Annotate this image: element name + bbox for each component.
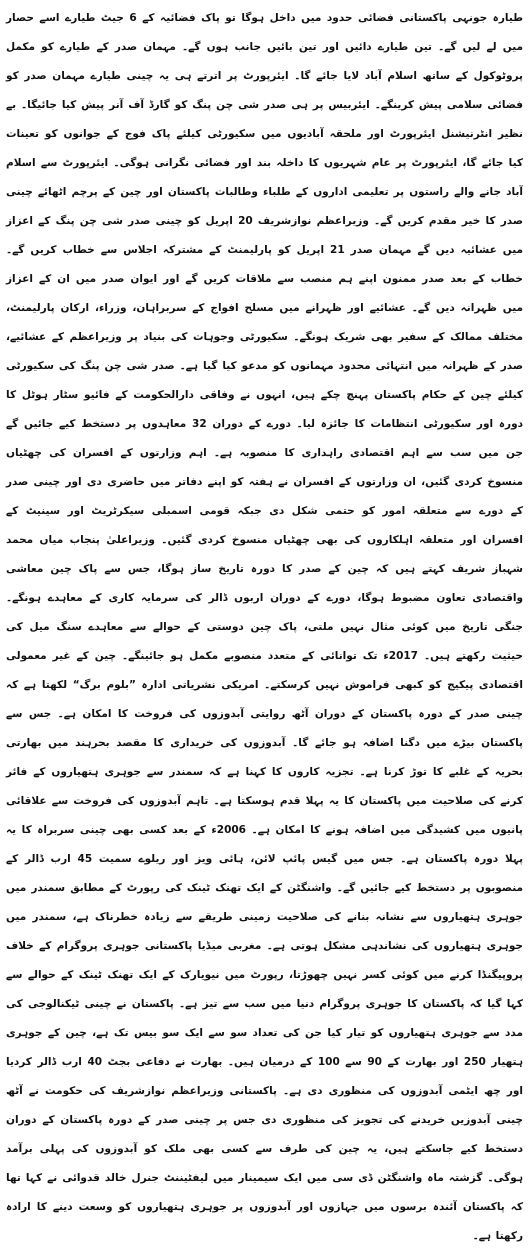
article-body-text: طیارہ جونہی پاکستانی فضائی حدود میں داخل ہوگا تو پاک فضائیہ کے 6 جیٹ طیارے اسے حصار میں لے لیں گے۔ تین طیارے دائیں اور تین بائیں جانب ہوں گے۔ مہمان صدر کے طیارے کو مکمل پروٹوکول کے ساتھ اسلام آباد لایا جائے گا۔ ایئرپورٹ پر اترتے ہی یہ چینی طیارے مہمان صدر کو فضائی سلامی پیش کرینگے۔ ایئربیس پر ہی صدر شی چن پنگ کو گارڈ آف آنر پیش کیا جائیگا۔ بے نظیر انٹرنیشنل ایئرپورٹ اور ملحقہ آبادیوں میں سکیورٹی کیلئے پاک فوج کے جوانوں کو تعینات کیا جائے گا، ایئرپورٹ پر عام شہریوں کا داخلہ بند اور فضائی نگرانی ہوگی۔ ایئرپورٹ سے اسلام آباد جانے والے راستوں پر تعلیمی اداروں کے طلباء وطالبات پاکستان اور چین کے پرچم اٹھائے چینی صدر کا خیر مقدم کریں گے۔ وزیراعظم نوازشریف 20 اپریل کو چینی صدر شی چن پنگ کے اعزاز میں عشائیہ دیں گے مہمان صدر 21 اپریل کو پارلیمنٹ کے مشترکہ اجلاس سے خطاب کریں گے۔ خطاب کے بعد صدر ممنون اپنے ہم منصب سے ملاقات کریں گے اور ایوان صدر میں ان کے اعزاز میں ظہرانہ دیں گے۔ عشائیے اور ظہرانے میں مسلح افواج کے سربراہان، وزراء، ارکان پارلیمنٹ، مختلف ممالک کے سفیر بھی شریک ہونگے۔ سکیورٹی وجوہات کی بنیاد پر وزیراعظم کے عشائیے، صدر کے ظہرانہ میں انتہائی محدود مہمانوں کو مدعو کیا گیا ہے۔ صدر شی چن پنگ کی سکیورٹی کیلئے چین کے حکام پاکستان پہنچ چکے ہیں، انہوں نے وفاقی دارالحکومت کے فائیو سٹار ہوٹل کا دورہ اور سکیورٹی انتظامات کا جائزہ لیا۔ دورے کے دوران 32 معاہدوں پر دستخط کیے جائیں گے جن میں سب سے اہم اقتصادی راہداری کا منصوبہ ہے۔ اہم وزارتوں کے افسران کی چھٹیاں منسوخ کردی گئیں، ان وزارتوں کے افسران نے ہفتہ کو اپنے دفاتر میں حاضری دی اور چینی صدر کے دورے سے متعلقہ امور کو حتمی شکل دی جبکہ قومی اسمبلی سیکرٹریٹ اور سینیٹ کے افسران اور متعلقہ اہلکاروں کی بھی چھٹیاں منسوخ کردی گئیں۔ وزیراعلیٰ پنجاب میاں محمد شہباز شریف کہتے ہیں کہ چین کے صدر کا دورہ تاریخ ساز ہوگا، جس سے پاک چین معاشی واقتصادی تعاون مضبوط ہوگا، دورے کے دوران اربوں ڈالر کی سرمایہ کاری کے معاہدے ہونگے۔ جنگی تاریخ میں کوئی مثال نہیں ملتی، پاک چین دوستی کے حوالے سے معاہدے سنگ میل کی حیثیت رکھتے ہیں۔ 2017ء تک توانائی کے متعدد منصوبے مکمل ہو جائینگے۔ چین کے غیر معمولی اقتصادی پیکیج کو کبھی فراموش نہیں کرسکتے۔ امریکی نشریاتی ادارہ ”بلوم برگ“ لکھتا ہے کہ چینی صدر کے دورہ پاکستان کے دوران آٹھ روایتی آبدوزوں کی فروخت کا امکان ہے۔ جس سے پاکستان بیڑے میں دگنا اضافہ ہو جائے گا۔ آبدوزوں کی خریداری کا مقصد بحرہند میں بھارتی بحریہ کے غلبے کا توڑ کرنا ہے۔ تجزیہ کاروں کا کہنا ہے کہ سمندر سے جوہری ہتھیاروں کے فائر کرنے کی صلاحیت میں پاکستان کا یہ پہلا قدم ہوسکتا ہے۔ تاہم آبدوزوں کی فروخت سے علاقائی پانیوں میں کشیدگی میں اضافہ ہونے کا امکان ہے۔ 2006ء کے بعد کسی بھی چینی سربراہ کا یہ پہلا دورہ پاکستان ہے۔ جس میں گیس پائپ لائن، ہائی ویز اور ریلوے سمیت 45 ارب ڈالر کے منصوبوں پر دستخط کیے جائیں گے۔ واشنگٹن کے ایک تھنک ٹینک کی رپورٹ کے مطابق سمندر میں جوہری ہتھیاروں سے نشانہ بنانے کی صلاحیت زمینی طریقے سے زیادہ خطرناک ہے، سمندر میں جوہری ہتھیاروں کی نشاندہی مشکل ہوتی ہے۔ مغربی میڈیا پاکستانی جوہری پروگرام کے خلاف پروپیگنڈا کرنے میں کوئی کسر نہیں چھوڑتا، رپورٹ میں نیویارک کے ایک تھنک ٹینک کے حوالے سے کہا گیا کہ پاکستان کا جوہری پروگرام دنیا میں سب سے تیز ہے۔ پاکستان نے چینی ٹیکنالوجی کی مدد سے جوہری ہتھیاروں کو تیار کیا جن کی تعداد سو سے ایک سو بیس تک ہے، چین کے جوہری ہتھیار 250 اور بھارت کے 90 سے 100 کے درمیان ہیں۔ بھارت نے دفاعی بجٹ 40 ارب ڈالر کردیا اور چھ ایٹمی آبدوزوں کی منظوری دی ہے۔ پاکستانی وزیراعظم نوازشریف کی حکومت نے آٹھ چینی آبدوزیں خریدنے کی تجویز کی منظوری دی جس پر چینی صدر کے دورہ پاکستان کے دوران دستخط کیے جاسکتے ہیں، یہ چین کی طرف سے کسی بھی ملک کو آبدوزوں کی پہلی برآمد ہوگی۔ گزشتہ ماہ واشنگٹن ڈی سی میں ایک سیمینار میں لیفٹیننٹ جنرل خالد قدوائی نے کہا تھا کہ پاکستان آئندہ برسوں میں جہازوں اور آبدوزوں پر جوہری ہتھیاروں کو وسعت دینے کا ارادہ رکھتا ہے۔ (6, 12, 524, 1242)
